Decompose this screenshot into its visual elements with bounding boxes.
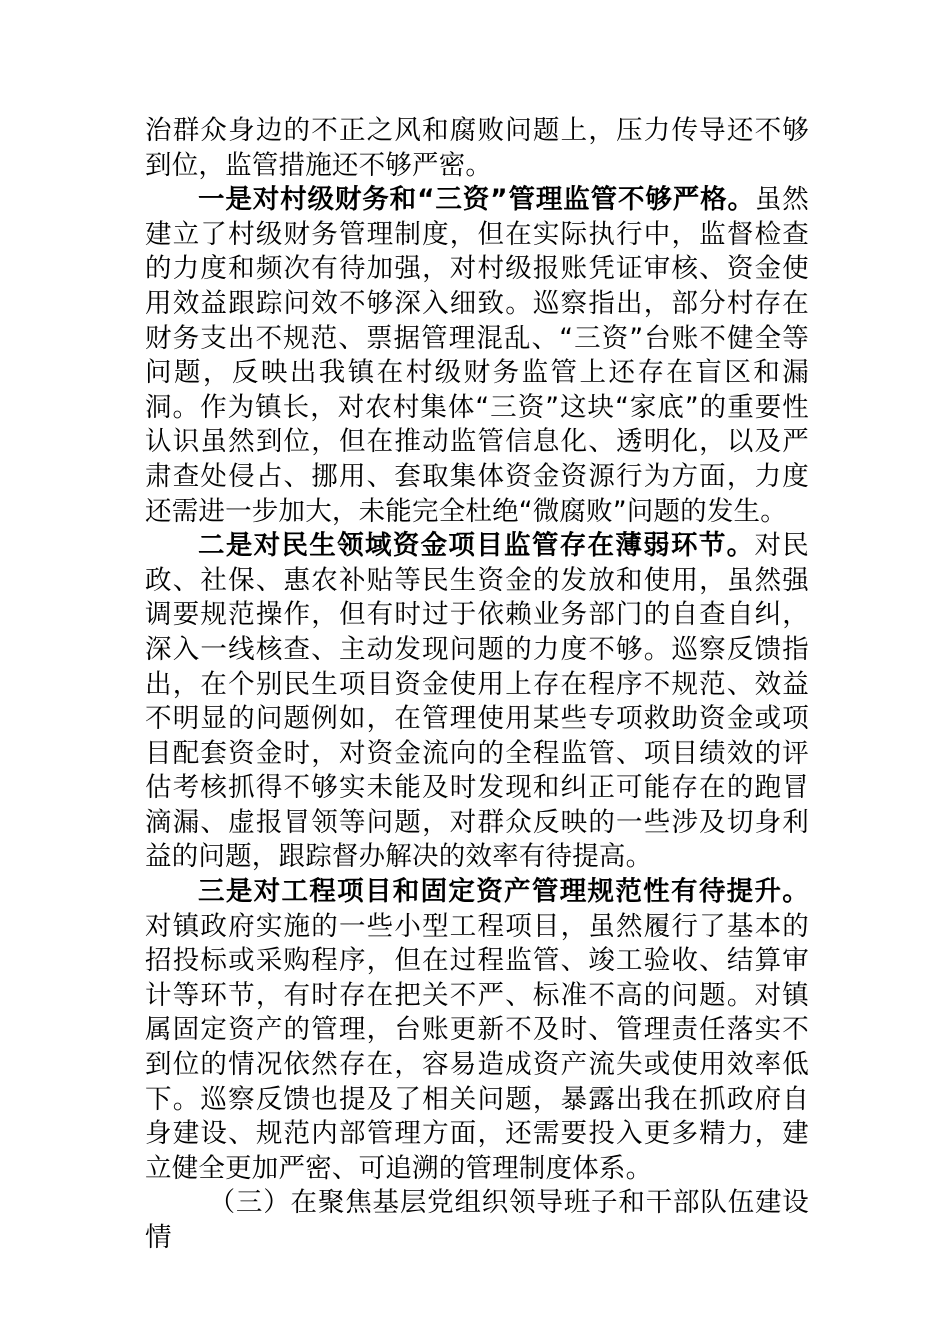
paragraph-continuation — [145, 114, 809, 183]
paragraph-lead-bold: 三是对工程项目和固定资产管理规范性有待提升。 — [198, 876, 809, 908]
paragraph-text: 虽然建立了村级财务管理制度，但在实际执行中，监督检查的力度和频次有待加强，对村级报账凭证审核、资金使用效益跟踪问效不够深入细致。巡察指出，部分村存在财务支出不规范、票据管理混乱、“三资”台账不健全等问题，反映出我镇在村级财务监管上还存在盲区和漏洞。作为镇长，对农村集体“三资”这块“家底”的重要性认识虽然到位，但在推动监管信息化、透明化，以及严肃查处侵占、挪用、套取集体资金资源行为方面，力度还需进一步加大，未能完全杜绝“微腐败”问题的发生。 — [145, 184, 809, 527]
document-body — [145, 114, 809, 1256]
paragraph-village-finance — [145, 183, 809, 529]
paragraph-livelihood-funds — [145, 529, 809, 875]
paragraph-text: 对民政、社保、惠农补贴等民生资金的发放和使用，虽然强调要规范操作，但有时过于依赖业务部门的自查自纠，深入一线核查、主动发现问题的力度不够。巡察反馈指出，在个别民生项目资金使用上存在程序不规范、效益不明显的问题例如，在管理使用某些专项救助资金或项目配套资金时，对资金流向的全程监管、项目绩效的评估考核抓得不够实未能及时发现和纠正可能存在的跑冒滴漏、虚报冒领等问题，对群众反映的一些涉及切身利益的问题，跟踪督办解决的效率有待提高。 — [145, 530, 810, 873]
paragraph-text: 对镇政府实施的一些小型工程项目，虽然履行了基本的招投标或采购程序，但在过程监管、竣工验收、结算审计等环节，有时存在把关不严、标准不高的问题。对镇属固定资产的管理，台账更新不及时、管理责任落实不到位的情况依然存在，容易造成资产流失或使用效率低下。巡察反馈也提及了相关问题，暴露出我在抓政府自身建设、规范内部管理方面，还需要投入更多精力，建立健全更加严密、可追溯的管理制度体系。 — [145, 910, 809, 1184]
paragraph-lead-bold: 一是对村级财务和“三资”管理监管不够严格。 — [198, 184, 755, 216]
paragraph-text: 治群众身边的不正之风和腐败问题上，压力传导还不够到位，监管措施还不够严密。 — [145, 115, 809, 181]
paragraph-lead-bold: 二是对民生领域资金项目监管存在薄弱环节。 — [198, 530, 755, 562]
section-heading: （三）在聚焦基层党组织领导班子和干部队伍建设情 — [145, 1187, 809, 1253]
paragraph-engineering-assets — [145, 875, 809, 1186]
